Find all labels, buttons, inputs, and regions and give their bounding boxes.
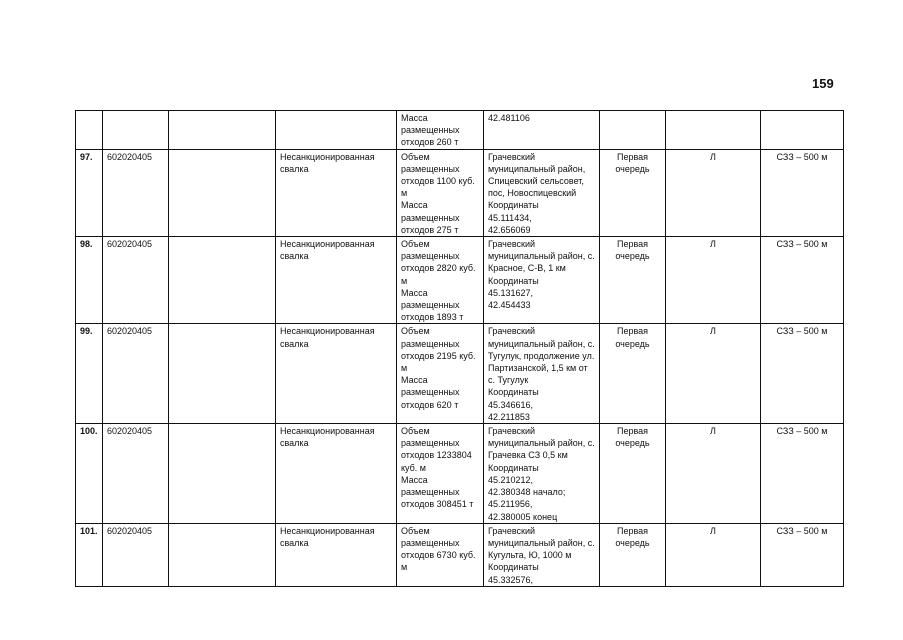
- class-letter: Л: [666, 424, 761, 524]
- empty-cell: [169, 523, 276, 586]
- sanitary-zone: СЗЗ – 500 м: [761, 237, 844, 324]
- waste-code: [103, 111, 169, 150]
- row-number: 101.: [76, 523, 103, 586]
- waste-code: 602020405: [103, 237, 169, 324]
- priority: Первая очередь: [600, 523, 666, 586]
- object-type: Несанкционированная свалка: [276, 523, 397, 586]
- site-location: Грачевский муниципальный район, с. Тугулук, продолжение ул. Партизанской, 1,5 км от с. Тугулук Координаты 45.346616, 42.211853: [484, 324, 600, 424]
- waste-code: 602020405: [103, 523, 169, 586]
- empty-cell: [169, 237, 276, 324]
- row-number: 97.: [76, 149, 103, 236]
- class-letter: Л: [666, 149, 761, 236]
- class-letter: Л: [666, 237, 761, 324]
- row-number: [76, 111, 103, 150]
- priority: Первая очередь: [600, 324, 666, 424]
- empty-cell: [169, 424, 276, 524]
- site-location: Грачевский муниципальный район, с. Грачевка СЗ 0,5 км Координаты 45.210212, 42.380348 начало; 45.211956, 42.380005 конец: [484, 424, 600, 524]
- object-type: Несанкционированная свалка: [276, 424, 397, 524]
- object-type: Несанкционированная свалка: [276, 324, 397, 424]
- table-row: [76, 149, 844, 236]
- site-location: Грачевский муниципальный район, с. Кугульта, Ю, 1000 м Координаты 45.332576,: [484, 523, 600, 586]
- priority: Первая очередь: [600, 237, 666, 324]
- sanitary-zone: [761, 111, 844, 150]
- sanitary-zone: СЗЗ – 500 м: [761, 324, 844, 424]
- table-row: [76, 523, 844, 586]
- class-letter: Л: [666, 523, 761, 586]
- class-letter: [666, 111, 761, 150]
- priority: [600, 111, 666, 150]
- site-location: Грачевский муниципальный район, Спицевский сельсовет, пос, Новоспицевский Координаты 45.111434, 42.656069: [484, 149, 600, 236]
- row-number: 99.: [76, 324, 103, 424]
- site-location: 42.481106: [484, 111, 600, 150]
- site-location: Грачевский муниципальный район, с. Красное, С-В, 1 км Координаты 45.131627, 42.454433: [484, 237, 600, 324]
- waste-volume: Объем размещенных отходов 2820 куб. м Масса размещенных отходов 1893 т: [397, 237, 484, 324]
- table-row: [76, 424, 844, 524]
- page-number: 159: [812, 76, 834, 91]
- priority: Первая очередь: [600, 424, 666, 524]
- row-number: 98.: [76, 237, 103, 324]
- waste-volume: Объем размещенных отходов 1233804 куб. м Масса размещенных отходов 308451 т: [397, 424, 484, 524]
- waste-volume: Объем размещенных отходов 6730 куб. м: [397, 523, 484, 586]
- table-row: [76, 111, 844, 150]
- waste-volume: Объем размещенных отходов 2195 куб. м Масса размещенных отходов 620 т: [397, 324, 484, 424]
- waste-code: 602020405: [103, 149, 169, 236]
- waste-volume: Объем размещенных отходов 1100 куб. м Масса размещенных отходов 275 т: [397, 149, 484, 236]
- object-type: [276, 111, 397, 150]
- row-number: 100.: [76, 424, 103, 524]
- table-row: [76, 237, 844, 324]
- sanitary-zone: СЗЗ – 500 м: [761, 523, 844, 586]
- table-row: [76, 324, 844, 424]
- sanitary-zone: СЗЗ – 500 м: [761, 424, 844, 524]
- empty-cell: [169, 324, 276, 424]
- waste-volume: Масса размещенных отходов 260 т: [397, 111, 484, 150]
- empty-cell: [169, 111, 276, 150]
- waste-sites-table: [75, 110, 844, 587]
- class-letter: Л: [666, 324, 761, 424]
- waste-code: 602020405: [103, 324, 169, 424]
- sanitary-zone: СЗЗ – 500 м: [761, 149, 844, 236]
- waste-code: 602020405: [103, 424, 169, 524]
- priority: Первая очередь: [600, 149, 666, 236]
- object-type: Несанкционированная свалка: [276, 149, 397, 236]
- object-type: Несанкционированная свалка: [276, 237, 397, 324]
- empty-cell: [169, 149, 276, 236]
